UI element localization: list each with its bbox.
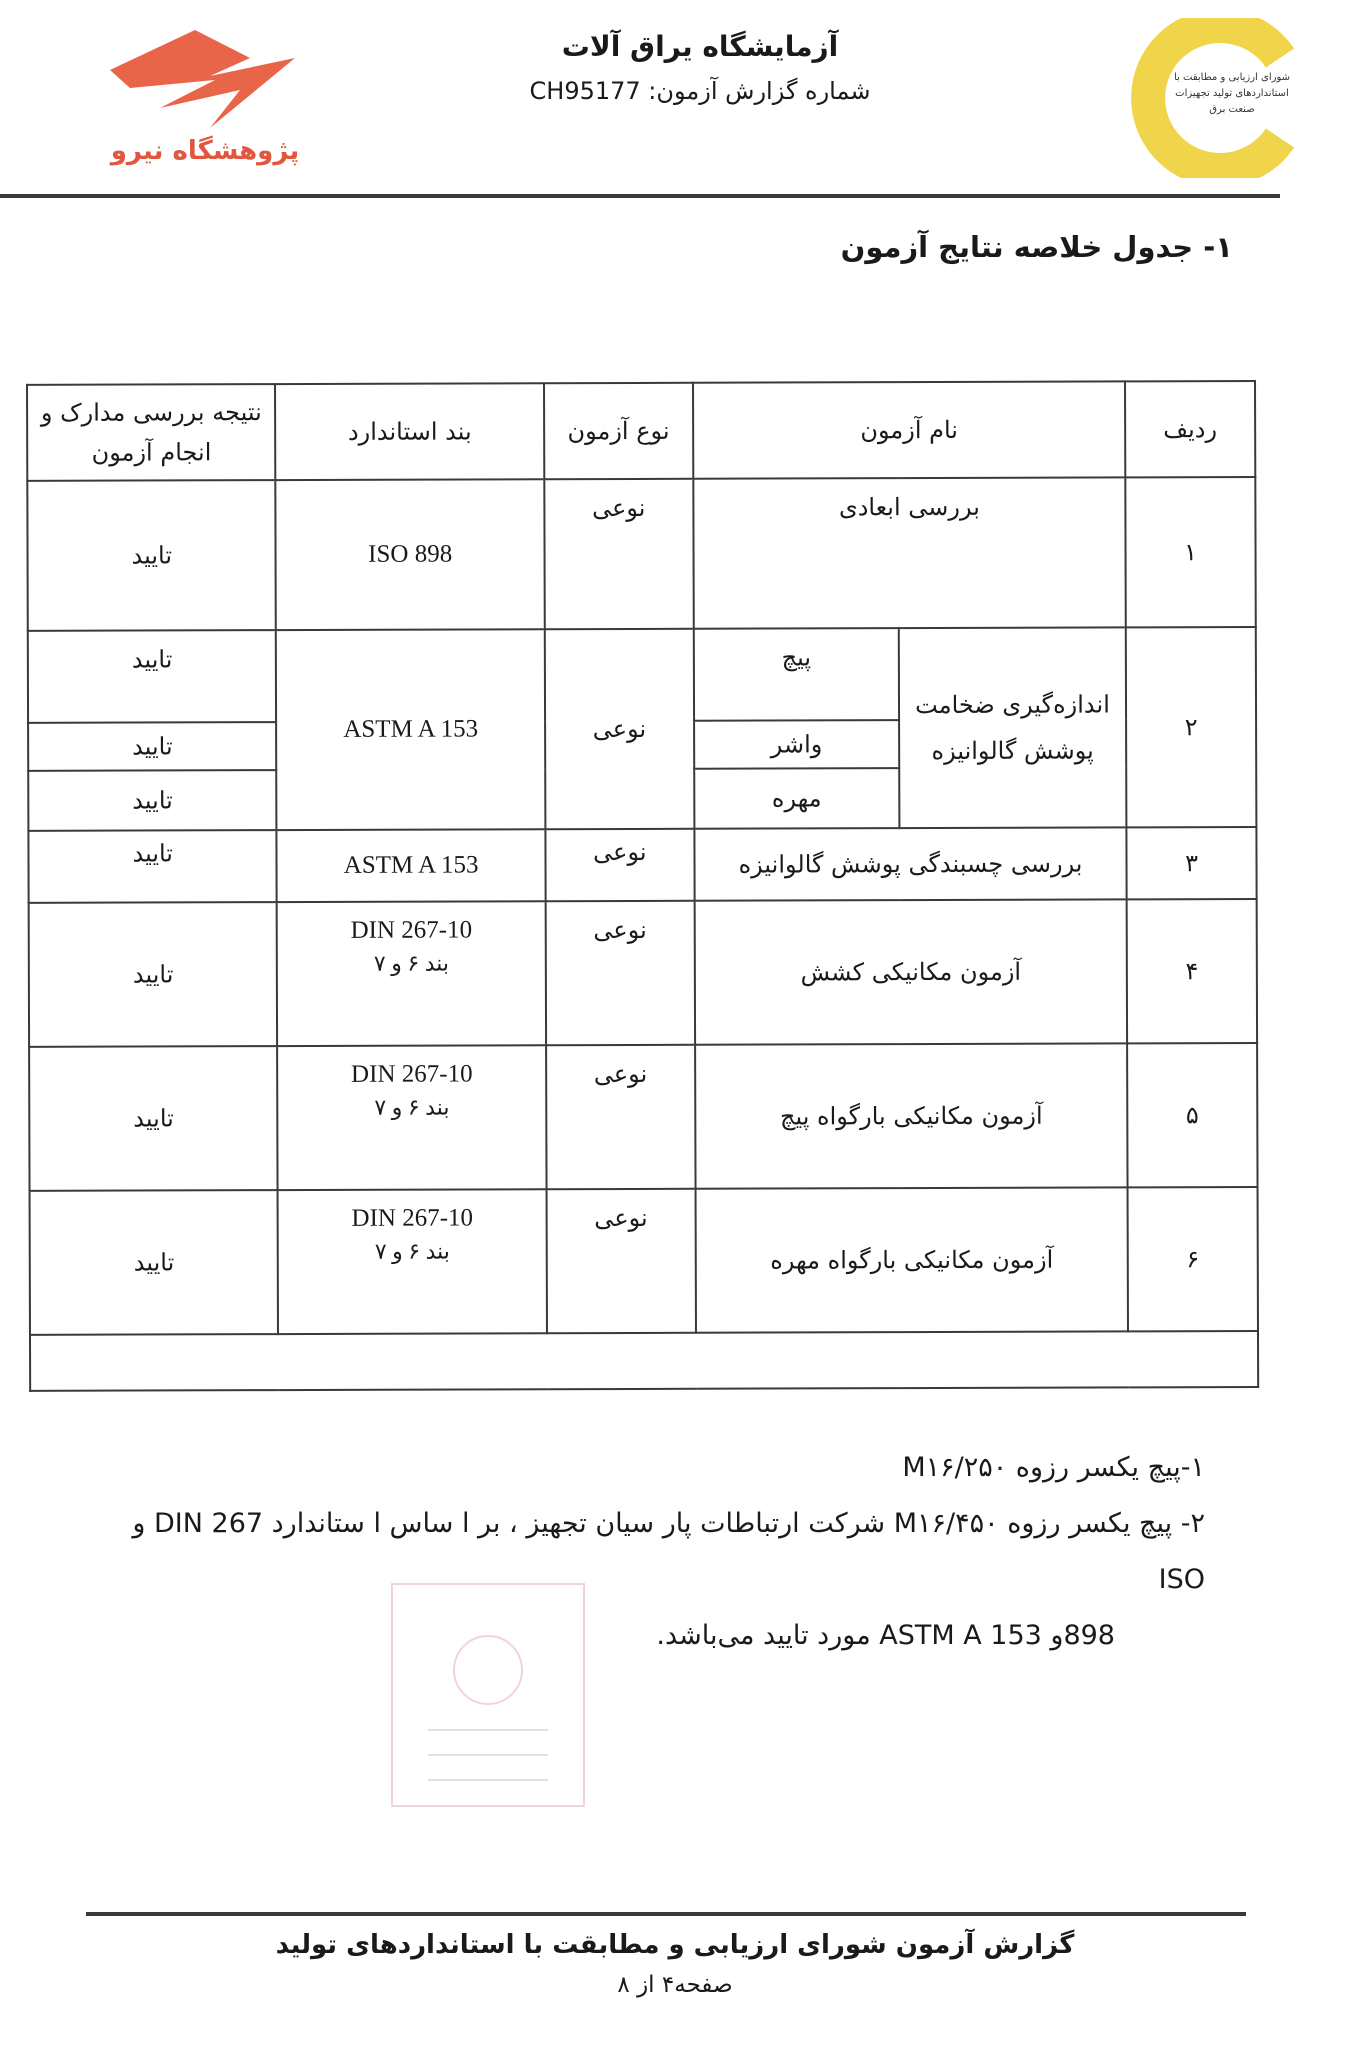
cell-result: تایید <box>28 770 277 831</box>
cell-result: تایید <box>30 1190 279 1335</box>
table-header-row <box>27 381 1255 481</box>
cell-test-type: نوعی <box>545 629 695 829</box>
cell-test-name: آزمون مکانیکی کشش <box>695 899 1128 1044</box>
cell-result: تایید <box>29 902 278 1047</box>
standard-clause: بند ۶ و ۷ <box>373 950 450 976</box>
cell-test-type: نوعی <box>545 901 695 1045</box>
standard-clause: بند ۶ و ۷ <box>374 1094 450 1120</box>
footer-title: گزارش آزمون شورای ارزیابی و مطابقت با استانداردهای تولید <box>275 1930 1075 1960</box>
cell-standard <box>278 1045 547 1190</box>
cell-result: تایید <box>27 480 276 631</box>
cell-test-name: آزمون مکانیکی بارگواه مهره <box>695 1187 1128 1332</box>
cell-sub-item: مهره <box>694 768 899 829</box>
cell-sub-item: واشر <box>694 720 899 769</box>
cell-sub-item: پیچ <box>694 628 899 721</box>
cell-radif: ۱ <box>1125 477 1255 627</box>
header-test-name: نام آزمون <box>693 381 1125 478</box>
header-divider <box>0 194 1280 198</box>
table-row <box>28 827 1256 903</box>
table-row <box>29 899 1257 1047</box>
header-standard: بند استاندارد <box>275 383 544 480</box>
report-header <box>0 0 1353 200</box>
table-empty-row <box>30 1331 1258 1391</box>
cell-result: تایید <box>29 1046 278 1191</box>
faded-stamp <box>388 1580 588 1810</box>
cell-test-name: اندازه‌گیری ضخامت پوشش گالوانیزه <box>899 627 1127 828</box>
cell-result: تایید <box>28 722 277 771</box>
page-number: صفحه۴ از ۸ <box>617 1972 733 1998</box>
cell-empty <box>30 1331 1258 1391</box>
right-logo-text: شورای ارزیابی و مطابقت با استانداردهای تولید تجهیزات صنعت برق <box>1173 72 1290 115</box>
results-summary-table <box>26 380 1259 1392</box>
report-number: شماره گزارش آزمون: CH95177 <box>529 77 871 105</box>
table-row <box>29 1043 1257 1191</box>
cell-test-name: بررسی ابعادی <box>693 477 1126 628</box>
notes-section <box>85 1440 1205 1664</box>
cell-test-type: نوعی <box>544 479 694 629</box>
note-1: ۱-پیچ یکسر رزوه M۱۶/۲۵۰ <box>902 1452 1205 1483</box>
cell-standard: ASTM A 153 <box>277 829 546 902</box>
niroo-research-logo <box>100 28 310 168</box>
footer-divider <box>86 1912 1246 1916</box>
standard-clause: بند ۶ و ۷ <box>374 1238 450 1264</box>
table-row <box>28 627 1256 723</box>
header-center <box>450 30 950 105</box>
lightning-logo-icon <box>100 28 310 138</box>
note-2-line-1: ۲- پیچ یکسر رزوه M۱۶/۴۵۰ شرکت ارتباطات پار سیان تجهیز ، بر ا ساس ا ستاندارد DIN 267 و ISO <box>132 1508 1205 1595</box>
standard-code: DIN 267-10 <box>351 1204 474 1232</box>
cell-result: تایید <box>28 630 277 723</box>
stamp-icon <box>388 1580 588 1810</box>
lab-title: آزمایشگاه یراق آلات <box>561 30 839 63</box>
section-title: ۱- جدول خلاصه نتایج آزمون <box>840 230 1233 264</box>
cell-test-type: نوعی <box>546 1189 696 1333</box>
left-logo-text: پژوهشگاه نیرو <box>110 136 300 166</box>
cell-result: تایید <box>28 830 277 903</box>
header-radif: ردیف <box>1125 381 1255 477</box>
cell-radif: ۴ <box>1127 899 1257 1043</box>
cell-standard: ISO 898 <box>276 479 545 630</box>
standard-code: DIN 267-10 <box>350 1060 473 1088</box>
cell-radif: ۲ <box>1126 627 1257 827</box>
report-footer <box>250 1930 1100 1998</box>
note-2-line-2: 898و ASTM A 153 مورد تایید می‌باشد. <box>656 1620 1115 1651</box>
standard-code: DIN 267-10 <box>350 916 473 944</box>
cell-test-name: آزمون مکانیکی بارگواه پیچ <box>695 1043 1128 1188</box>
cell-test-type: نوعی <box>545 829 694 901</box>
council-logo <box>1130 18 1300 178</box>
cell-radif: ۵ <box>1127 1043 1257 1187</box>
cell-standard <box>278 1189 547 1334</box>
table-row <box>27 477 1255 631</box>
cell-test-name: بررسی چسبندگی پوشش گالوانیزه <box>694 827 1126 900</box>
header-test-type: نوع آزمون <box>544 383 693 479</box>
table-row <box>30 1187 1258 1335</box>
cell-standard <box>277 901 546 1046</box>
cell-radif: ۳ <box>1126 827 1256 899</box>
cell-radif: ۶ <box>1128 1187 1258 1331</box>
cell-standard: ASTM A 153 <box>276 629 545 830</box>
cell-test-type: نوعی <box>546 1045 696 1189</box>
header-result: نتیجه بررسی مدارک و انجام آزمون <box>27 384 276 481</box>
